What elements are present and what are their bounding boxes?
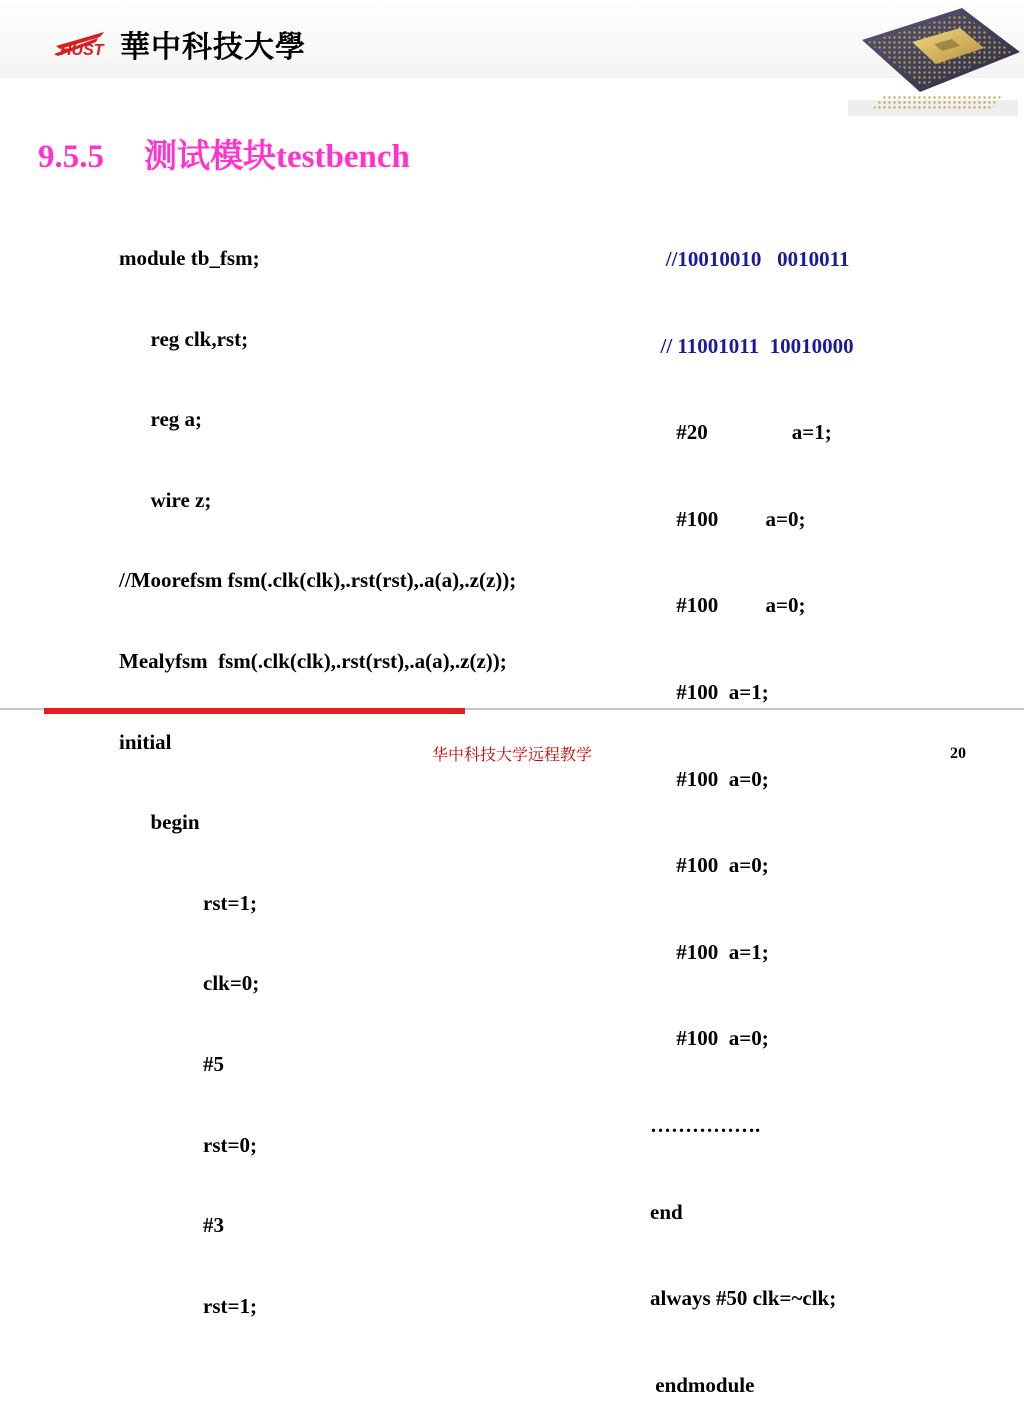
code-line: Mealyfsm fsm(.clk(clk),.rst(rst),.a(a),.z(z)); (119, 648, 507, 673)
comment-line: //10010010 0010011 (650, 247, 850, 271)
code-line: rst=0; (119, 1132, 257, 1157)
code-line: #100 a=0; (650, 506, 806, 531)
code-line: initial (119, 729, 172, 754)
footer-caption: 华中科技大学远程教学 (431, 745, 592, 764)
code-line: wire z; (119, 487, 212, 512)
code-line: rst=1; (119, 1293, 257, 1318)
code-line: #100 a=1; (650, 939, 769, 964)
cpu-chip-image (842, 0, 1024, 118)
code-line: end (650, 1199, 683, 1224)
section-number: 9.5.5 (38, 139, 104, 175)
code-line: reg a; (119, 407, 203, 432)
code-line: #100 a=1; (650, 679, 769, 704)
footer-accent-bar (44, 708, 465, 714)
hust-logo-icon (52, 28, 110, 60)
code-line: //Moorefsm fsm(.clk(clk),.rst(rst),.a(a),.z(z)); (119, 568, 517, 593)
code-line: begin (119, 810, 200, 835)
code-line: #100 a=0; (650, 1026, 769, 1051)
code-line: reg clk,rst; (119, 326, 249, 351)
section-title: 测试模块testbench (144, 139, 410, 175)
page-number: 20 (950, 745, 966, 762)
logo-text: 華中科技大學 (120, 30, 306, 65)
university-logo (52, 24, 306, 64)
code-line: endmodule (650, 1372, 755, 1397)
code-line: #3 (119, 1213, 224, 1238)
code-line: module tb_fsm; (119, 246, 260, 270)
code-line: #100 a=0; (650, 593, 806, 618)
code-line: #100 a=0; (650, 853, 769, 878)
code-block-left (119, 193, 516, 1346)
logo-mark: HUST (60, 42, 104, 59)
code-line: always #50 clk=~clk; (650, 1286, 837, 1311)
code-line: #5 (119, 1051, 224, 1076)
code-line: #100 a=0; (650, 766, 769, 791)
code-block-right (650, 191, 854, 1428)
comment-line: // 11001011 10010000 (650, 333, 854, 358)
code-line: #20 a=1; (650, 420, 832, 445)
page-title (38, 130, 410, 177)
code-line: clk=0; (119, 971, 260, 996)
code-line: rst=1; (119, 890, 257, 915)
code-line: ……………. (650, 1112, 761, 1137)
